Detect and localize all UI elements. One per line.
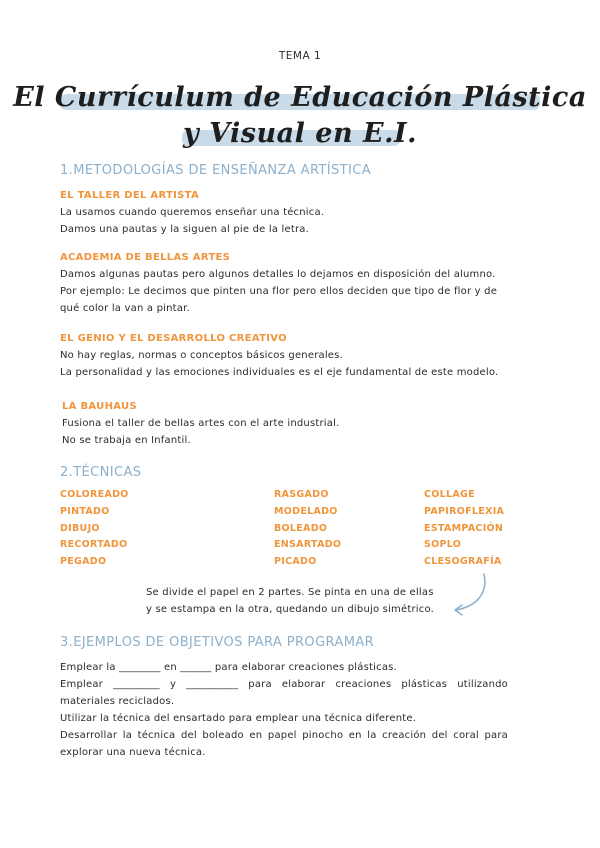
technique-item: CLESOGRAFÍA <box>424 556 502 568</box>
subheading-bauhaus: LA BAUHAUS <box>62 401 137 412</box>
topic-label: TEMA 1 <box>278 50 322 62</box>
title-line-1: El Currículum de Educación Plástica <box>13 82 587 113</box>
section-heading-techniques: 2.TÉCNICAS <box>60 465 142 480</box>
section-heading-objectives: 3.EJEMPLOS DE OBJETIVOS PARA PROGRAMAR <box>60 635 375 650</box>
objectives-list <box>60 659 508 761</box>
text-line: La personalidad y las emociones individuales es el eje fundamental de este modelo. <box>60 367 499 378</box>
text-line: La usamos cuando queremos enseñar una técnica. <box>60 207 325 218</box>
paragraph-academia <box>60 266 540 317</box>
section-heading-methodologies: 1.METODOLOGÍAS DE ENSEÑANZA ARTÍSTICA <box>60 163 372 178</box>
paragraph-genio <box>60 347 498 381</box>
technique-item: PAPIROFLEXIA <box>424 505 505 517</box>
subheading-genio: EL GENIO Y EL DESARROLLO CREATIVO <box>60 333 287 344</box>
text-line: y se estampa en la otra, quedando un dibujo simétrico. <box>146 604 434 615</box>
techniques-column-1 <box>60 487 129 571</box>
text-line: Damos una pautas y la siguen al pie de la letra. <box>60 224 310 235</box>
objective-item: Emplear la ________ en ______ para elaborar creaciones plásticas. <box>60 662 397 673</box>
text-line: Damos algunas pautas pero algunos detalles lo dejamos en disposición del alumno. <box>60 269 496 280</box>
text-line: Fusiona el taller de bellas artes con el arte industrial. <box>62 418 340 429</box>
technique-item: ENSARTADO <box>274 539 342 551</box>
text-line: Se divide el papel en 2 partes. Se pinta en una de ellas <box>146 587 434 598</box>
title-line-2: y Visual en E.I. <box>182 118 418 149</box>
technique-item: DIBUJO <box>60 522 100 534</box>
clesografia-note <box>146 584 434 618</box>
objective-item: Utilizar la técnica del ensartado para emplear una técnica diferente. <box>60 713 417 724</box>
paragraph-taller <box>60 204 324 238</box>
technique-item: COLOREADO <box>60 489 129 500</box>
technique-item: PEGADO <box>60 556 107 568</box>
objective-item: Desarrollar la técnica del boleado en papel pinocho en la creación del coral para explorar una nueva técnica. <box>60 730 508 758</box>
technique-item: COLLAGE <box>424 489 475 500</box>
technique-item: PINTADO <box>60 505 110 517</box>
paragraph-bauhaus <box>62 415 339 449</box>
technique-item: RASGADO <box>274 489 329 500</box>
subheading-taller: EL TALLER DEL ARTISTA <box>60 190 200 201</box>
technique-item: SOPLO <box>424 539 462 551</box>
objective-item: Emplear _________ y __________ para elaborar creaciones plásticas utilizando materiales reciclados. <box>60 679 508 707</box>
techniques-column-3 <box>424 487 504 571</box>
curved-arrow-icon <box>440 570 490 620</box>
text-line: No hay reglas, normas o conceptos básicos generales. <box>60 350 343 361</box>
technique-item: ESTAMPACIÓN <box>424 522 504 534</box>
technique-item: MODELADO <box>274 505 338 517</box>
text-line: Por ejemplo: Le decimos que pinten una flor pero ellos deciden que tipo de flor y de <box>60 286 498 297</box>
text-line: No se trabaja en Infantil. <box>62 435 191 446</box>
techniques-column-2 <box>274 487 341 571</box>
technique-item: PICADO <box>274 556 317 568</box>
subheading-academia: ACADEMIA DE BELLAS ARTES <box>60 252 231 263</box>
technique-item: RECORTADO <box>60 539 128 551</box>
technique-item: BOLEADO <box>274 522 328 534</box>
text-line: qué color la van a pintar. <box>60 303 190 314</box>
